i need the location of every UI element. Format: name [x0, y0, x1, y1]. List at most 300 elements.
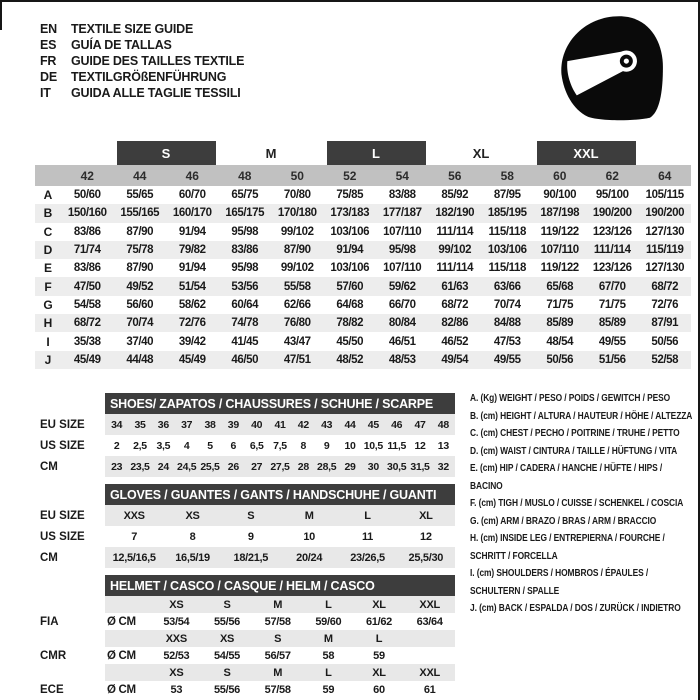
legend-entry: C. (cm) CHEST / PECHO / POITRINE / TRUHE / PETTO: [470, 428, 680, 439]
helmet-icon: [552, 8, 670, 126]
helmet-size-table: [35, 575, 455, 698]
size-value-cell: 46/51: [388, 335, 416, 348]
size-value-cell: 119/122: [540, 262, 579, 275]
guide-title: GUÍA DE TALLAS: [71, 38, 172, 52]
size-table-row: [35, 351, 691, 369]
size-value-cell: 70/80: [283, 189, 311, 202]
sub-value-cell: 31,5: [408, 456, 431, 477]
size-value-cell: 60/64: [231, 298, 259, 311]
measurement-legend: [470, 390, 695, 618]
size-value-cell: 87/95: [493, 189, 521, 202]
size-value-cell: 58/62: [178, 298, 206, 311]
language-row: [40, 69, 244, 85]
sub-value-cell: 44: [338, 414, 361, 435]
size-group-xxl: XXL: [537, 141, 636, 165]
size-value-cell: 75/85: [336, 189, 364, 202]
helmet-value-cell: 59: [373, 649, 385, 662]
size-value-cell: 83/88: [388, 189, 416, 202]
sub-value-cell: 8: [300, 439, 307, 452]
sub-table-row: [35, 547, 455, 568]
size-value-cell: 67/70: [598, 280, 626, 293]
size-value-cell: 123/126: [592, 225, 632, 238]
helmet-size-cell: M: [252, 596, 303, 613]
helmet-size-cell: XXL: [404, 596, 455, 613]
helmet-value-cell: 63/64: [416, 615, 443, 628]
sub-value-cell: 2,5: [133, 439, 147, 452]
size-value-cell: 78/82: [336, 317, 364, 330]
helmet-value-row: [35, 613, 455, 630]
sub-table-row: [35, 414, 455, 435]
size-value-cell: 127/130: [645, 262, 685, 275]
size-value-cell: 103/106: [487, 244, 527, 257]
size-value-cell: 111/114: [593, 244, 631, 257]
sub-value-cell: 3,5: [156, 439, 171, 452]
size-header-cell: 44: [133, 168, 147, 183]
sub-value-cell: 24,5: [175, 456, 198, 477]
measurement-row-label: A: [43, 188, 53, 203]
guide-title: TEXTILGRÖßENFÜHRUNG: [71, 70, 227, 84]
size-value-cell: 95/98: [388, 244, 416, 257]
border-left: [0, 0, 2, 30]
helmet-value-row: [35, 647, 455, 664]
helmet-value-cell: 55/56: [213, 683, 240, 696]
size-group-row: [35, 141, 691, 165]
helmet-value-cell: 53: [170, 683, 183, 696]
sub-value-cell: 11,5: [387, 439, 406, 452]
sub-value-cell: 12: [420, 530, 432, 543]
helmet-value-cell: 59: [322, 683, 335, 696]
sub-value-cell: 7: [131, 530, 138, 543]
size-value-cell: 68/72: [651, 280, 679, 293]
size-value-cell: 52/58: [651, 353, 679, 366]
size-header-cell: 56: [448, 168, 462, 183]
size-value-cell: 99/102: [280, 262, 314, 275]
size-value-cell: 187/198: [540, 207, 580, 220]
sub-value-cell: 37: [175, 414, 198, 435]
sub-value-cell: 24: [152, 456, 175, 477]
measurement-row-label: E: [43, 261, 52, 276]
language-title-list: [40, 21, 244, 101]
size-value-cell: 85/89: [598, 317, 626, 330]
sub-value-cell: XS: [163, 505, 221, 526]
size-header-cell: 46: [185, 168, 199, 183]
sub-value-cell: 48: [432, 414, 455, 435]
measurement-row-label: C: [43, 224, 53, 239]
helmet-size-cell: XS: [202, 630, 253, 647]
size-group-xl: XL: [472, 145, 490, 161]
size-value-cell: 72/76: [651, 298, 679, 311]
size-value-cell: 80/84: [388, 317, 416, 330]
size-value-cell: 61/63: [441, 280, 469, 293]
sub-value-cell: 28,5: [315, 456, 338, 477]
gloves-table-body: [35, 505, 455, 568]
sub-table-row: [35, 456, 455, 477]
size-value-cell: 160/170: [172, 207, 212, 220]
size-value-cell: 49/55: [493, 353, 521, 366]
size-value-cell: 173/183: [330, 207, 370, 220]
sub-value-cell: 4: [183, 439, 190, 452]
size-value-cell: 51/54: [178, 280, 206, 293]
size-value-cell: 49/54: [441, 353, 469, 366]
size-value-cell: 95/100: [595, 189, 629, 202]
size-value-cell: 115/119: [645, 244, 684, 257]
helmet-value-cell: 61: [423, 683, 436, 696]
size-table-row: [35, 277, 691, 295]
size-value-cell: 99/102: [438, 244, 472, 257]
size-value-cell: 45/49: [178, 353, 206, 366]
helmet-value-cell: 59/60: [315, 615, 342, 628]
size-value-cell: 49/55: [598, 335, 626, 348]
size-group-s: S: [117, 141, 216, 165]
helmet-size-row: [35, 664, 455, 681]
language-code: ES: [40, 38, 57, 52]
diameter-label: Ø CM: [107, 683, 136, 696]
size-value-cell: 66/70: [388, 298, 416, 311]
sub-row-label: EU SIZE: [35, 505, 105, 526]
helmet-value-cell: 52/53: [163, 649, 190, 662]
size-value-cell: 47/51: [283, 353, 311, 366]
size-value-cell: 127/130: [645, 225, 685, 238]
size-table-row: [35, 186, 691, 204]
helmet-size-cell: S: [252, 630, 303, 647]
sub-table-row: [35, 526, 455, 547]
sub-value-cell: 47: [408, 414, 431, 435]
sub-row-label: CM: [35, 547, 105, 568]
sub-row-label: CM: [35, 456, 105, 477]
size-header-cell: 58: [500, 168, 514, 183]
helmet-size-cell: XL: [354, 596, 405, 613]
helmet-size-cell: S: [202, 664, 253, 681]
size-header-cell: 54: [395, 168, 409, 183]
size-value-cell: 95/98: [231, 225, 259, 238]
sub-value-cell: 9: [247, 530, 254, 543]
size-value-cell: 45/49: [73, 353, 101, 366]
size-value-cell: 48/52: [336, 353, 364, 366]
size-value-cell: 46/50: [231, 353, 259, 366]
sub-value-cell: 30: [362, 456, 385, 477]
size-table-row: [35, 296, 691, 314]
size-value-cell: 87/90: [126, 262, 154, 275]
helmet-size-cell: XXL: [404, 664, 455, 681]
size-value-cell: 87/90: [283, 244, 311, 257]
helmet-size-row: [35, 630, 455, 647]
size-value-cell: 115/118: [488, 225, 526, 238]
shoes-section-header: SHOES/ ZAPATOS / CHAUSSURES / SCHUHE / SCARPE: [105, 393, 455, 414]
size-value-cell: 119/122: [540, 225, 579, 238]
size-value-cell: 76/80: [283, 317, 311, 330]
measurement-row-label: J: [44, 352, 52, 367]
size-value-cell: 68/72: [441, 298, 469, 311]
size-value-cell: 87/91: [651, 317, 679, 330]
size-table-row: [35, 332, 691, 350]
standard-label: CMR: [35, 647, 105, 664]
sub-value-cell: 41: [268, 414, 291, 435]
size-value-cell: 95/98: [231, 262, 259, 275]
helmet-size-cell: XS: [151, 596, 202, 613]
size-value-cell: 99/102: [280, 225, 314, 238]
size-value-cell: 75/78: [126, 244, 154, 257]
language-code: EN: [40, 22, 57, 36]
helmet-section-header: HELMET / CASCO / CASQUE / HELM / CASCO: [105, 575, 455, 596]
language-row: [40, 37, 244, 53]
sub-value-cell: 5: [207, 439, 213, 452]
numeric-size-header-row: [35, 165, 691, 186]
size-value-cell: 190/200: [592, 207, 632, 220]
size-value-cell: 45/50: [336, 335, 364, 348]
sub-value-cell: 16,5/19: [163, 547, 221, 568]
size-value-cell: 177/187: [382, 207, 422, 220]
size-table-body: [35, 186, 691, 369]
size-value-cell: 82/86: [441, 317, 469, 330]
size-value-cell: 83/86: [231, 244, 259, 257]
helmet-size-cell: L: [303, 596, 354, 613]
size-value-cell: 84/88: [493, 317, 521, 330]
language-code: FR: [40, 54, 57, 68]
measurement-row-label: H: [43, 316, 53, 331]
helmet-value-cell: 57/58: [264, 615, 291, 628]
helmet-size-cell: XL: [354, 664, 405, 681]
helmet-table-body: [35, 596, 455, 698]
helmet-value-cell: 56/57: [264, 649, 291, 662]
sub-value-cell: 32: [432, 456, 455, 477]
size-value-cell: 55/65: [126, 189, 154, 202]
size-value-cell: 46/52: [441, 335, 469, 348]
sub-value-cell: 43: [315, 414, 338, 435]
helmet-value-cell: 58: [322, 649, 335, 662]
sub-row-label-spacer: [35, 596, 105, 613]
size-value-cell: 64/68: [336, 298, 364, 311]
sub-value-cell: 10: [303, 530, 315, 543]
size-value-cell: 165/175: [225, 207, 265, 220]
sub-row-label: US SIZE: [35, 526, 105, 547]
sub-value-cell: 46: [385, 414, 408, 435]
gloves-size-table: [35, 484, 455, 568]
size-value-cell: 90/100: [543, 189, 577, 202]
size-table-row: [35, 223, 691, 241]
size-value-cell: 37/40: [126, 335, 154, 348]
size-header-cell: 64: [658, 168, 672, 183]
sub-value-cell: M: [280, 505, 338, 526]
size-value-cell: 190/200: [645, 207, 685, 220]
diameter-label: Ø CM: [107, 615, 136, 628]
row-label-spacer: [35, 165, 61, 186]
size-value-cell: 39/42: [178, 335, 206, 348]
size-value-cell: 71/74: [73, 244, 101, 257]
standard-label: ECE: [35, 681, 105, 698]
size-value-cell: 49/52: [126, 280, 154, 293]
size-value-cell: 54/58: [73, 298, 101, 311]
helmet-size-cell: XXS: [151, 630, 202, 647]
legend-entry: E. (cm) HIP / CADERA / HANCHE / HÜFTE / HIPS / BACINO: [470, 463, 663, 492]
size-table-row: [35, 204, 691, 222]
size-group-l: L: [327, 141, 426, 165]
size-header-cell: 62: [605, 168, 619, 183]
size-value-cell: 41/45: [231, 335, 259, 348]
sub-row-label: US SIZE: [35, 435, 105, 456]
size-value-cell: 44/48: [126, 353, 154, 366]
sub-value-cell: 13: [437, 439, 449, 452]
size-header-cell: 52: [343, 168, 357, 183]
sub-value-cell: 35: [128, 414, 151, 435]
size-header-cell: 60: [553, 168, 567, 183]
helmet-value-cell: 57/58: [264, 683, 291, 696]
sub-value-cell: 8: [189, 530, 196, 543]
helmet-size-cell: [404, 630, 455, 647]
helmet-size-cell: M: [303, 630, 354, 647]
sub-value-cell: 27,5: [268, 456, 291, 477]
size-table-row: [35, 241, 691, 259]
size-value-cell: 68/72: [73, 317, 101, 330]
size-value-cell: 185/195: [487, 207, 527, 220]
size-value-cell: 47/53: [493, 335, 521, 348]
sub-value-cell: 42: [292, 414, 315, 435]
size-value-cell: 91/94: [178, 262, 206, 275]
sub-value-cell: 26: [222, 456, 245, 477]
sub-value-cell: 39: [222, 414, 245, 435]
sub-value-cell: XL: [397, 505, 455, 526]
size-value-cell: 115/118: [488, 262, 526, 275]
sub-value-cell: 23: [105, 456, 128, 477]
shoes-size-table: [35, 393, 455, 477]
standard-label: FIA: [35, 613, 105, 630]
diameter-spacer: [105, 596, 151, 613]
size-value-cell: 71/75: [598, 298, 626, 311]
size-value-cell: 105/115: [645, 189, 684, 202]
helmet-value-cell: 54/55: [213, 649, 240, 662]
size-header-cell: 42: [80, 168, 94, 183]
sub-value-cell: 18/21,5: [222, 547, 280, 568]
sub-value-cell: 7,5: [273, 439, 287, 452]
helmet-size-cell: M: [252, 664, 303, 681]
clothing-size-table: [35, 141, 691, 369]
size-value-cell: 74/78: [231, 317, 259, 330]
sub-value-cell: 25,5/30: [397, 547, 455, 568]
size-value-cell: 182/190: [435, 207, 475, 220]
size-value-cell: 107/110: [540, 244, 579, 257]
helmet-size-cell: L: [303, 664, 354, 681]
sub-value-cell: 40: [245, 414, 268, 435]
size-value-cell: 65/75: [231, 189, 259, 202]
legend-entry: G. (cm) ARM / BRAZO / BRAS / ARM / BRACCIO: [470, 515, 657, 527]
measurement-row-label: B: [43, 206, 53, 221]
measurement-row-label: G: [43, 297, 53, 312]
measurement-row-label: F: [44, 279, 52, 294]
size-value-cell: 57/60: [336, 280, 364, 293]
sub-value-cell: 10: [344, 439, 356, 452]
language-row: [40, 85, 244, 101]
diameter-spacer: [105, 630, 151, 647]
size-value-cell: 56/60: [126, 298, 154, 311]
guide-title: GUIDA ALLE TAGLIE TESSILI: [71, 86, 241, 100]
legend-entry: F. (cm) TIGH / MUSLO / CUISSE / SCHENKEL / COSCIA: [470, 498, 684, 509]
sub-value-cell: 27: [245, 456, 268, 477]
size-value-cell: 107/110: [383, 262, 422, 275]
size-value-cell: 43/47: [283, 335, 311, 348]
sub-value-cell: 45: [362, 414, 385, 435]
legend-entry: D. (cm) WAIST / CINTURA / TAILLE / HÜFTUNG / VITA: [470, 445, 678, 457]
sub-value-cell: 38: [198, 414, 221, 435]
sub-value-cell: 9: [323, 439, 330, 452]
diameter-label: Ø CM: [107, 649, 136, 662]
helmet-value-cell: 53/54: [163, 615, 190, 628]
size-value-cell: 48/54: [546, 335, 574, 348]
sub-value-cell: S: [222, 505, 280, 526]
helmet-value-cell: 61/62: [365, 615, 392, 628]
legend-entry: H. (cm) INSIDE LEG / ENTREPIERNA / FOURCHE / SCHRITT / FORCELLA: [470, 533, 665, 562]
sub-value-cell: 12: [414, 439, 426, 452]
size-value-cell: 50/56: [651, 335, 679, 348]
helmet-size-cell: S: [202, 596, 253, 613]
size-value-cell: 170/180: [277, 207, 317, 220]
border-top: [0, 0, 700, 2]
size-value-cell: 85/92: [441, 189, 469, 202]
size-value-cell: 111/114: [436, 225, 474, 238]
sub-table-row: [35, 505, 455, 526]
size-value-cell: 65/68: [546, 280, 574, 293]
size-value-cell: 71/75: [546, 298, 574, 311]
sub-table-row: [35, 435, 455, 456]
helmet-size-cell: L: [354, 630, 405, 647]
measurement-row-label: I: [46, 334, 50, 349]
gloves-section-header: GLOVES / GUANTES / GANTS / HANDSCHUHE / GUANTI: [105, 484, 455, 505]
sub-value-cell: 20/24: [280, 547, 338, 568]
measurement-row-label: D: [43, 243, 53, 258]
sub-value-cell: 6,5: [249, 439, 264, 452]
sub-row-label: EU SIZE: [35, 414, 105, 435]
language-code: DE: [40, 70, 57, 84]
size-value-cell: 35/38: [73, 335, 101, 348]
size-value-cell: 103/106: [330, 225, 370, 238]
size-value-cell: 55/58: [283, 280, 311, 293]
sub-value-cell: 29: [338, 456, 361, 477]
helmet-value-cell: 60: [373, 683, 385, 696]
legend-entry: A. (Kg) WEIGHT / PESO / POIDS / GEWITCH / PESO: [470, 393, 671, 404]
size-value-cell: 70/74: [126, 317, 154, 330]
sub-value-cell: 10,5: [363, 439, 383, 452]
size-value-cell: 59/62: [388, 280, 416, 293]
guide-title: GUIDE DES TAILLES TEXTILE: [71, 54, 245, 68]
sub-value-cell: 6: [230, 439, 237, 452]
legend-entry: J. (cm) BACK / ESPALDA / DOS / ZURÜCK / INDIETRO: [470, 603, 681, 614]
size-value-cell: 70/74: [493, 298, 521, 311]
sub-value-cell: XXS: [105, 505, 163, 526]
helmet-size-row: [35, 596, 455, 613]
sub-value-cell: 23/26,5: [338, 547, 396, 568]
size-group-m: M: [265, 145, 277, 161]
size-value-cell: 72/76: [178, 317, 206, 330]
size-value-cell: 85/89: [546, 317, 574, 330]
language-code: IT: [40, 86, 51, 100]
size-value-cell: 91/94: [336, 244, 364, 257]
size-value-cell: 103/106: [330, 262, 370, 275]
size-value-cell: 48/53: [388, 353, 416, 366]
language-row: [40, 53, 244, 69]
helmet-value-cell: 55/56: [213, 615, 240, 628]
size-header-cell: 50: [290, 168, 304, 183]
sub-value-cell: 11: [361, 530, 373, 543]
helmet-size-cell: XS: [151, 664, 202, 681]
size-table-row: [35, 259, 691, 277]
size-value-cell: 155/165: [120, 207, 160, 220]
sub-row-label-spacer: [35, 664, 105, 681]
size-value-cell: 107/110: [383, 225, 422, 238]
size-value-cell: 123/126: [592, 262, 632, 275]
size-value-cell: 79/82: [178, 244, 206, 257]
size-value-cell: 111/114: [436, 262, 474, 275]
size-value-cell: 60/70: [178, 189, 206, 202]
diameter-spacer: [105, 664, 151, 681]
sub-value-cell: 23,5: [128, 456, 151, 477]
